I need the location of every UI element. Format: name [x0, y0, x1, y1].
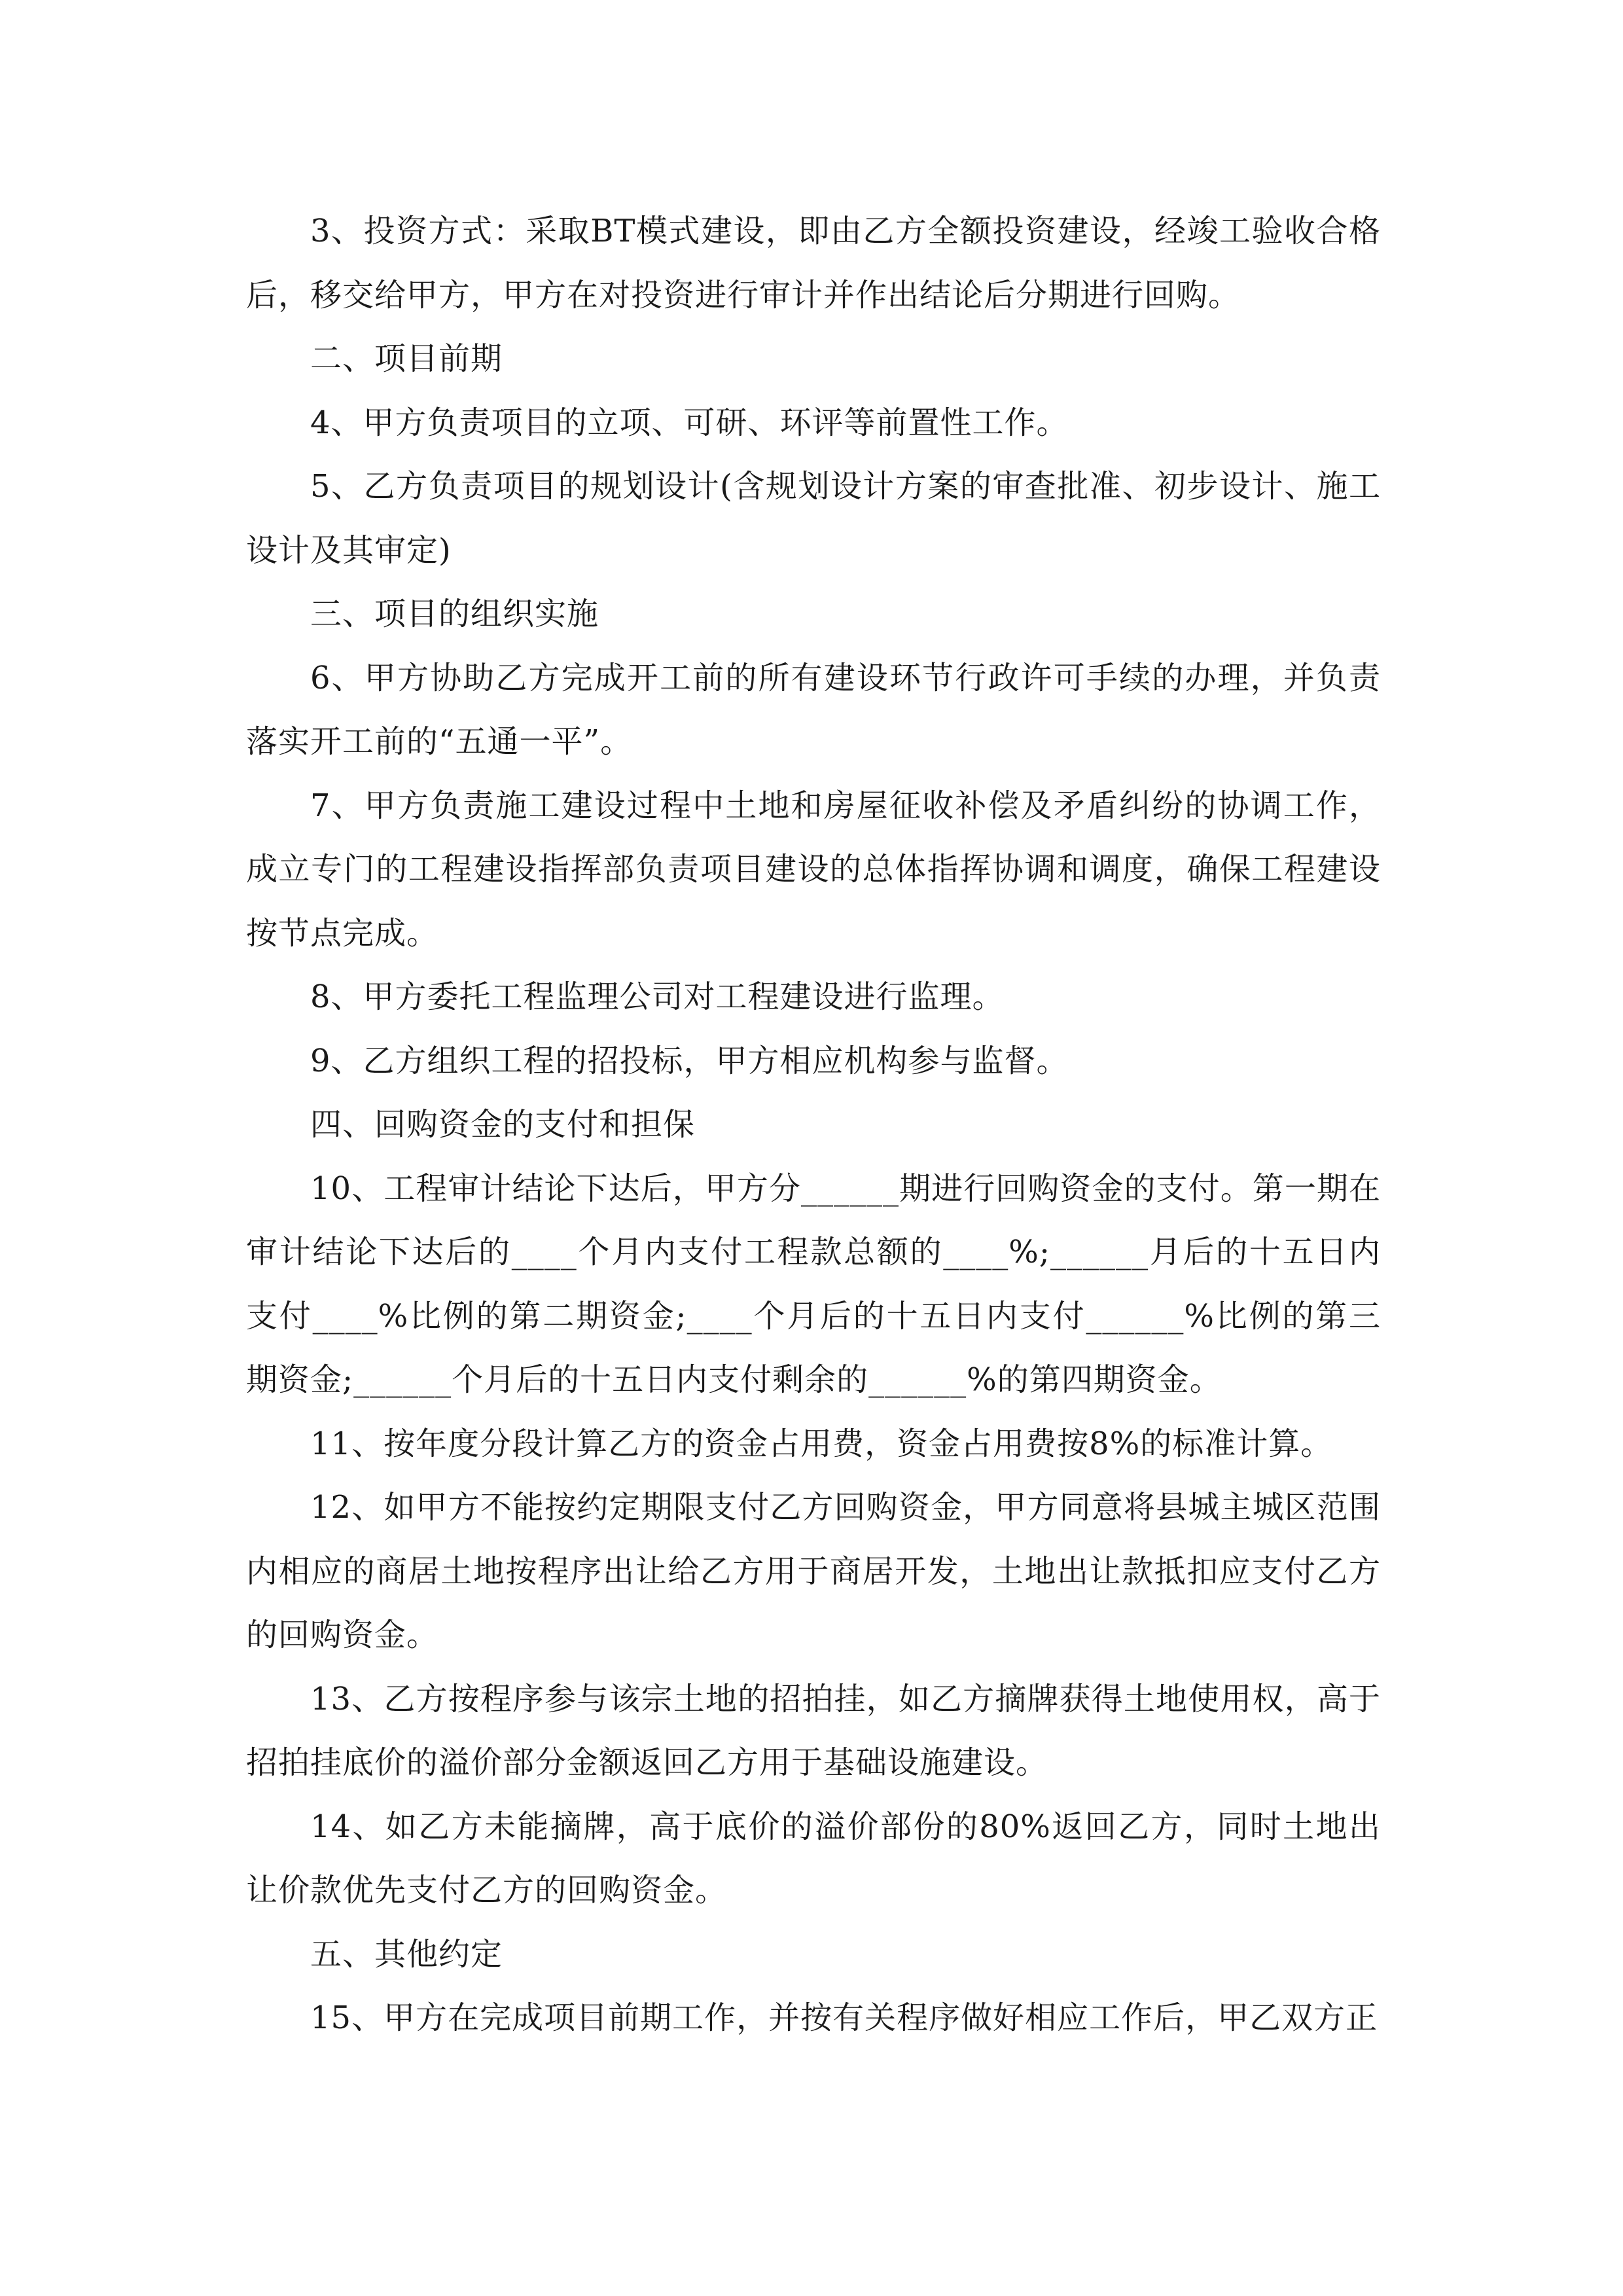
paragraph-clause-7: 7、甲方负责施工建设过程中土地和房屋征收补偿及矛盾纠纷的协调工作，成立专门的工程建设指挥部负责项目建设的总体指挥协调和调度，确保工程建设按节点完成。 — [246, 787, 1381, 952]
section-heading-implementation: 三、项目的组织实施 — [310, 596, 599, 632]
paragraph-clause-8: 8、甲方委托工程监理公司对工程建设进行监理。 — [310, 978, 1005, 1015]
paragraph-investment-method: 3、投资方式：采取BT模式建设，即由乙方全额投资建设，经竣工验收合格后，移交给甲方，甲方在对投资进行审计并作出结论后分期进行回购。 — [246, 213, 1381, 314]
paragraph-clause-6: 6、甲方协助乙方完成开工前的所有建设环节行政许可手续的办理，并负责落实开工前的“五通一平”。 — [246, 659, 1381, 760]
paragraph-clause-9: 9、乙方组织工程的招投标，甲方相应机构参与监督。 — [310, 1042, 1069, 1079]
document-body — [246, 200, 1381, 2051]
paragraph-clause-5: 5、乙方负责项目的规划设计(含规划设计方案的审查批准、初步设计、施工设计及其审定) — [246, 468, 1381, 569]
paragraph-clause-15: 15、甲方在完成项目前期工作，并按有关程序做好相应工作后，甲乙双方正 — [310, 2000, 1378, 2036]
paragraph-clause-10: 10、工程审计结论下达后，甲方分______期进行回购资金的支付。第一期在审计结论下达后的____个月内支付工程款总额的____%;______月后的十五日内支付____%比例的第二期资金;____个月后的十五日内支付______%比例的第三期资金;______个月后的十五日内支付剩余的______%的第四期资金。 — [246, 1170, 1381, 1398]
section-heading-payment-guarantee: 四、回购资金的支付和担保 — [310, 1106, 696, 1143]
paragraph-clause-11: 11、按年度分段计算乙方的资金占用费，资金占用费按8%的标准计算。 — [310, 1425, 1333, 1462]
paragraph-clause-14: 14、如乙方未能摘牌，高于底价的溢价部份的80%返回乙方，同时土地出让价款优先支付乙方的回购资金。 — [246, 1808, 1381, 1909]
paragraph-clause-12: 12、如甲方不能按约定期限支付乙方回购资金，甲方同意将县城主城区范围内相应的商居土地按程序出让给乙方用于商居开发，土地出让款抵扣应支付乙方的回购资金。 — [246, 1489, 1381, 1653]
paragraph-clause-4: 4、甲方负责项目的立项、可研、环评等前置性工作。 — [310, 404, 1069, 441]
section-heading-project-preliminary: 二、项目前期 — [310, 340, 503, 377]
paragraph-clause-13: 13、乙方按程序参与该宗土地的招拍挂，如乙方摘牌获得土地使用权，高于招拍挂底价的溢价部分金额返回乙方用于基础设施建设。 — [246, 1680, 1381, 1781]
section-heading-other-terms: 五、其他约定 — [310, 1935, 503, 1973]
